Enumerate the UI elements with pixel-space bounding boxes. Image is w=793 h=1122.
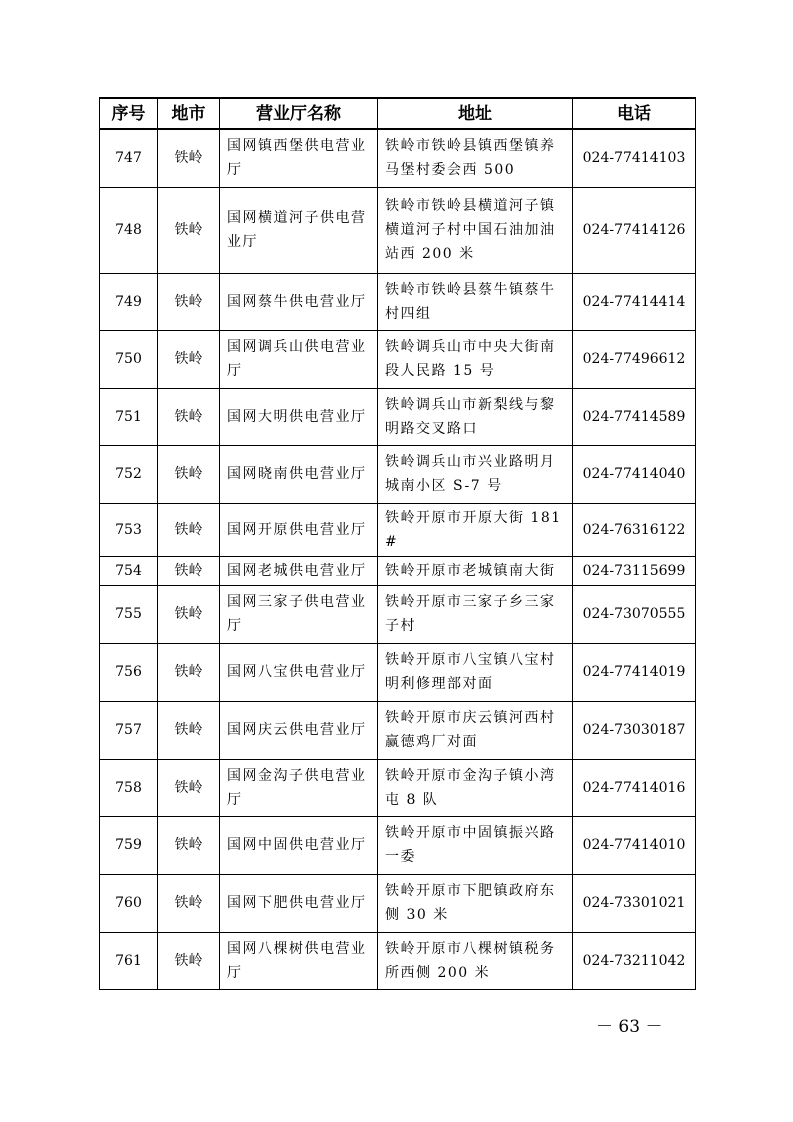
cell-no: 749 bbox=[100, 273, 158, 330]
cell-hall-name: 国网大明供电营业厅 bbox=[220, 388, 378, 445]
cell-no: 759 bbox=[100, 816, 158, 874]
cell-city: 铁岭 bbox=[158, 187, 220, 273]
cell-no: 752 bbox=[100, 445, 158, 503]
header-city: 地市 bbox=[158, 98, 220, 129]
cell-no: 750 bbox=[100, 330, 158, 388]
cell-address: 铁岭市铁岭县镇西堡镇养马堡村委会西 500 bbox=[378, 129, 573, 187]
table-row bbox=[100, 556, 696, 585]
header-address: 地址 bbox=[378, 98, 573, 129]
cell-city: 铁岭 bbox=[158, 556, 220, 585]
cell-address: 铁岭开原市中固镇振兴路一委 bbox=[378, 816, 573, 874]
cell-address: 铁岭开原市金沟子镇小湾屯 8 队 bbox=[378, 759, 573, 816]
cell-address: 铁岭市铁岭县横道河子镇横道河子村中国石油加油站西 200 米 bbox=[378, 187, 573, 273]
cell-hall-name: 国网八棵树供电营业厅 bbox=[220, 932, 378, 989]
cell-city: 铁岭 bbox=[158, 874, 220, 932]
header-phone: 电话 bbox=[573, 98, 696, 129]
cell-city: 铁岭 bbox=[158, 273, 220, 330]
cell-phone: 024-73211042 bbox=[573, 932, 696, 989]
table-row bbox=[100, 129, 696, 187]
cell-phone: 024-77414414 bbox=[573, 273, 696, 330]
cell-phone: 024-77414126 bbox=[573, 187, 696, 273]
cell-hall-name: 国网横道河子供电营业厅 bbox=[220, 187, 378, 273]
cell-hall-name: 国网开原供电营业厅 bbox=[220, 503, 378, 556]
header-no: 序号 bbox=[100, 98, 158, 129]
cell-no: 756 bbox=[100, 643, 158, 701]
cell-no: 757 bbox=[100, 701, 158, 759]
cell-hall-name: 国网蔡牛供电营业厅 bbox=[220, 273, 378, 330]
cell-address: 铁岭开原市下肥镇政府东侧 30 米 bbox=[378, 874, 573, 932]
cell-no: 760 bbox=[100, 874, 158, 932]
cell-city: 铁岭 bbox=[158, 330, 220, 388]
cell-hall-name: 国网晓南供电营业厅 bbox=[220, 445, 378, 503]
cell-city: 铁岭 bbox=[158, 585, 220, 643]
cell-phone: 024-73301021 bbox=[573, 874, 696, 932]
cell-phone: 024-77414010 bbox=[573, 816, 696, 874]
cell-city: 铁岭 bbox=[158, 759, 220, 816]
table-row bbox=[100, 388, 696, 445]
cell-hall-name: 国网下肥供电营业厅 bbox=[220, 874, 378, 932]
cell-city: 铁岭 bbox=[158, 932, 220, 989]
cell-hall-name: 国网老城供电营业厅 bbox=[220, 556, 378, 585]
cell-hall-name: 国网金沟子供电营业厅 bbox=[220, 759, 378, 816]
table-row bbox=[100, 445, 696, 503]
cell-hall-name: 国网三家子供电营业厅 bbox=[220, 585, 378, 643]
page-number: － 63 － bbox=[596, 1017, 663, 1037]
cell-address: 铁岭市铁岭县蔡牛镇蔡牛村四组 bbox=[378, 273, 573, 330]
cell-hall-name: 国网庆云供电营业厅 bbox=[220, 701, 378, 759]
cell-no: 761 bbox=[100, 932, 158, 989]
cell-phone: 024-77414019 bbox=[573, 643, 696, 701]
table-row bbox=[100, 759, 696, 816]
cell-phone: 024-76316122 bbox=[573, 503, 696, 556]
cell-address: 铁岭开原市开原大街 181# bbox=[378, 503, 573, 556]
cell-no: 758 bbox=[100, 759, 158, 816]
cell-hall-name: 国网镇西堡供电营业厅 bbox=[220, 129, 378, 187]
cell-city: 铁岭 bbox=[158, 701, 220, 759]
table-row bbox=[100, 816, 696, 874]
cell-address: 铁岭调兵山市新梨线与黎明路交叉路口 bbox=[378, 388, 573, 445]
table-row bbox=[100, 187, 696, 273]
cell-no: 754 bbox=[100, 556, 158, 585]
cell-address: 铁岭调兵山市兴业路明月城南小区 S-7 号 bbox=[378, 445, 573, 503]
service-hall-table-container bbox=[99, 97, 695, 990]
cell-phone: 024-73030187 bbox=[573, 701, 696, 759]
header-name: 营业厅名称 bbox=[220, 98, 378, 129]
cell-address: 铁岭开原市老城镇南大街 bbox=[378, 556, 573, 585]
cell-address: 铁岭开原市庆云镇河西村赢德鸡厂对面 bbox=[378, 701, 573, 759]
cell-no: 751 bbox=[100, 388, 158, 445]
table-row bbox=[100, 874, 696, 932]
cell-phone: 024-77414040 bbox=[573, 445, 696, 503]
cell-no: 748 bbox=[100, 187, 158, 273]
cell-city: 铁岭 bbox=[158, 129, 220, 187]
cell-city: 铁岭 bbox=[158, 643, 220, 701]
cell-address: 铁岭开原市八棵树镇税务所西侧 200 米 bbox=[378, 932, 573, 989]
table-body bbox=[100, 129, 696, 989]
table-row bbox=[100, 330, 696, 388]
cell-hall-name: 国网八宝供电营业厅 bbox=[220, 643, 378, 701]
table-row bbox=[100, 273, 696, 330]
table-row bbox=[100, 503, 696, 556]
cell-address: 铁岭调兵山市中央大街南段人民路 15 号 bbox=[378, 330, 573, 388]
cell-city: 铁岭 bbox=[158, 445, 220, 503]
cell-city: 铁岭 bbox=[158, 503, 220, 556]
cell-no: 753 bbox=[100, 503, 158, 556]
cell-phone: 024-77414589 bbox=[573, 388, 696, 445]
cell-city: 铁岭 bbox=[158, 816, 220, 874]
cell-hall-name: 国网调兵山供电营业厅 bbox=[220, 330, 378, 388]
cell-no: 747 bbox=[100, 129, 158, 187]
table-row bbox=[100, 701, 696, 759]
cell-phone: 024-73070555 bbox=[573, 585, 696, 643]
table-row bbox=[100, 585, 696, 643]
table-header-row bbox=[100, 98, 696, 129]
cell-no: 755 bbox=[100, 585, 158, 643]
cell-phone: 024-77496612 bbox=[573, 330, 696, 388]
cell-city: 铁岭 bbox=[158, 388, 220, 445]
cell-phone: 024-73115699 bbox=[573, 556, 696, 585]
cell-phone: 024-77414103 bbox=[573, 129, 696, 187]
service-hall-table bbox=[99, 97, 696, 990]
table-row bbox=[100, 643, 696, 701]
cell-phone: 024-77414016 bbox=[573, 759, 696, 816]
cell-address: 铁岭开原市八宝镇八宝村明利修理部对面 bbox=[378, 643, 573, 701]
cell-hall-name: 国网中固供电营业厅 bbox=[220, 816, 378, 874]
table-row bbox=[100, 932, 696, 989]
cell-address: 铁岭开原市三家子乡三家子村 bbox=[378, 585, 573, 643]
